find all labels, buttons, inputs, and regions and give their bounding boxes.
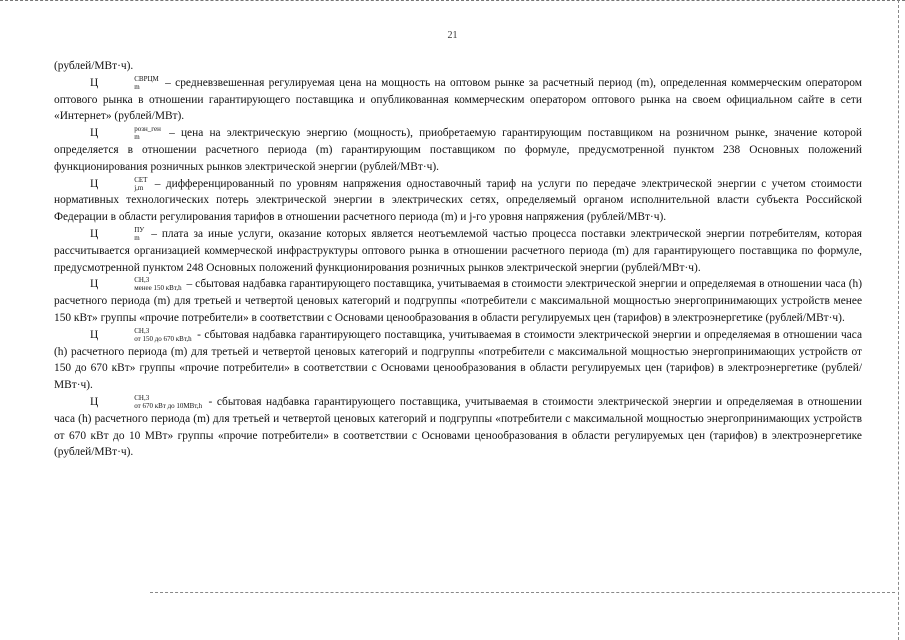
paragraph-pu: Ц ПУ m – плата за иные услуги, оказание которых является неотъемлемой частью процесса поставки электрической энергии потребителям, которая рассчитывается организацией коммерческой инфраструктуры оптового рынка в отношении расчетного периода (m) для гарантирующего поставщика по формуле, предусмотренной пунктом 248 Основных положений функционирования розничных рынков электрической энергии (рублей/МВт·ч). — [54, 225, 862, 274]
page-border-right — [897, 0, 899, 640]
page-number: 21 — [447, 30, 458, 41]
paragraph-continuation: (рублей/МВт·ч). — [54, 60, 134, 72]
document-body — [54, 58, 862, 461]
price-symbol: Ц розн_ген m — [90, 125, 161, 142]
paragraph-sn-less-150: Ц СН,3 менее 150 кВт,h – сбытовая надбавка гарантирующего поставщика, учитываемая в стоимости электрической энергии и определяемая в отношении часа (h) расчетного периода (m) для третьей и четвертой ценовых категорий и подгруппы «потребители с максимальной мощностью энергопринимающих устройств менее 150 кВт» группы «прочие потребители» в соответствии с Основами ценообразования в области регулируемых цен (тарифов) в электроэнергетике (рублей/МВт·ч). — [54, 276, 862, 324]
price-symbol: Ц ПУ m — [90, 225, 145, 242]
price-symbol: Ц СН,3 менее 150 кВт,h — [90, 276, 182, 293]
paragraph-sn-670-10mw: Ц СН,3 от 670 кВт до 10МВт,h - сбытовая надбавка гарантирующего поставщика, учитываемая в стоимости электрической энергии и определяемая в отношении часа (h) расчетного периода (m) для третьей и четвертой ценовых категорий и подгруппы «потребители с максимальной мощностью энергопринимающих устройств от 670 кВт до 10 МВт» группы «прочие потребители» в соответствии с Основами ценообразования в области регулируемых цен (тарифов) в электроэнергетике (рублей/МВт·ч). — [54, 393, 862, 459]
page-border-bottom — [150, 592, 895, 594]
paragraph-sn-150-670: Ц СН,3 от 150 до 670 кВт,h - сбытовая надбавка гарантирующего поставщика, учитываемая в стоимости электрической энергии и определяемая в отношении часа (h) расчетного периода (m) для третьей и четвертой ценовых категорий и подгруппы «потребители с максимальной мощностью энергопринимающих устройств от 150 до 670 кВт» группы «прочие потребители» в соответствии с Основами ценообразования в области регулируемых цен (тарифов) в электроэнергетике (рублей/МВт·ч). — [54, 326, 862, 392]
page-border-top — [0, 0, 905, 2]
paragraph-set: Ц СЕТ j,m – дифференцированный по уровням напряжения одноставочный тариф на услуги по передаче электрической энергии с учетом стоимости нормативных технологических потерь электрической энергии в электрических сетях, определяемый органом исполнительной власти субъекта Российской Федерации в области регулирования тарифов в отношении расчетного периода (m) и j-го уровня напряжения (рублей/МВт·ч). — [54, 175, 862, 224]
price-symbol: Ц СЕТ j,m — [90, 175, 148, 192]
price-symbol: Ц СН,3 от 670 кВт до 10МВт,h — [90, 393, 203, 410]
paragraph-rozn-gen: Ц розн_ген m – цена на электрическую энергию (мощность), приобретаемую гарантирующим поставщиком на розничном рынке, значение которой определяется в отношении расчетного периода (m) гарантирующим поставщиком по формуле, предусмотренной пунктом 238 Основных положений функционирования розничных рынков электрической энергии (рублей/МВт·ч). — [54, 125, 862, 173]
paragraph-svrcm: Ц СВРЦМ m – средневзвешенная регулируемая цена на мощность на оптовом рынке за расчетный период (m), определенная коммерческим оператором оптового рынка в отношении гарантирующего поставщика и опубликованная коммерческим оператором оптового рынка на своем официальном сайте в сети «Интернет» (рублей/МВт). — [54, 74, 862, 123]
price-symbol: Ц СН,3 от 150 до 670 кВт,h — [90, 326, 192, 343]
price-symbol: Ц СВРЦМ m — [90, 74, 159, 91]
